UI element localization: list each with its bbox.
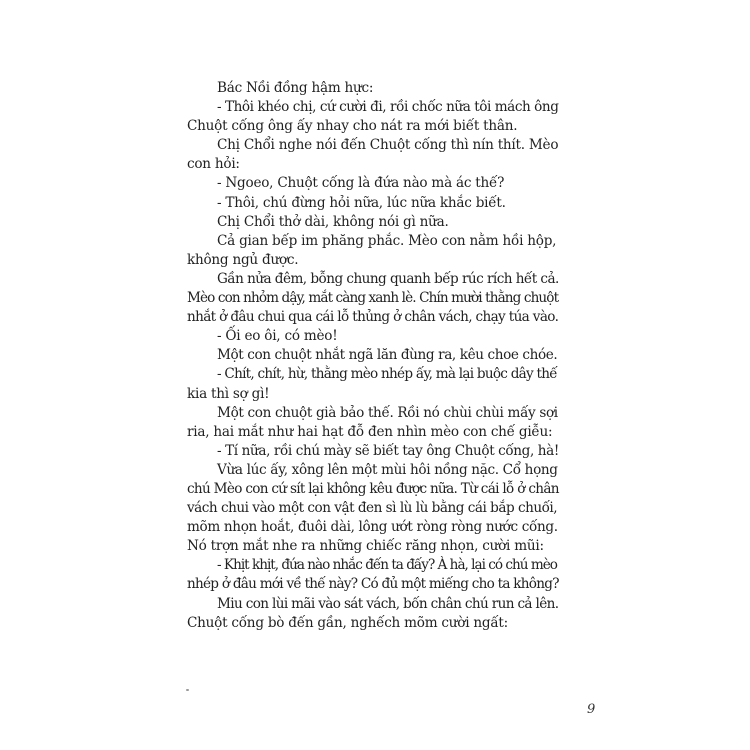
- text-line: Miu con lùi mãi vào sát vách, bốn chân chú run cả lên.: [217, 595, 559, 612]
- text-line: Cả gian bếp im phăng phắc. Mèo con nằm hồi hộp,: [217, 232, 557, 249]
- text-line: kia thì sợ gì!: [187, 385, 270, 402]
- body-text: [187, 79, 559, 633]
- text-line: - Chít, chít, hừ, thằng mèo nhép ấy, mà lại buộc dây thế: [217, 366, 557, 383]
- text-line: - Thôi khéo chị, cứ cười đi, rồi chốc nữa tôi mách ông: [217, 99, 559, 116]
- text-line: mõm nhọn hoắt, đuôi dài, lông ướt ròng ròng nước cống.: [187, 519, 558, 536]
- text-line: - Tí nữa, rồi chú mày sẽ biết tay ông Chuột cống, hà!: [217, 442, 559, 459]
- page-number: 9: [587, 702, 596, 717]
- text-line: Mèo con nhỏm dậy, mắt càng xanh lè. Chín mười thằng chuột: [187, 290, 559, 307]
- text-line: chú Mèo con cứ sít lại không kêu được nữa. Từ cái lỗ ở chân: [187, 480, 559, 497]
- text-line: Vừa lúc ấy, xông lên một mùi hôi nồng nặc. Cổ họng: [217, 461, 558, 478]
- text-line: - Ối eo ôi, có mèo!: [217, 328, 338, 345]
- text-line: Chuột cống ông ấy nhay cho nát ra mới biết thân.: [187, 118, 518, 135]
- text-line: Chị Chổi nghe nói đến Chuột cống thì nín thít. Mèo: [217, 137, 559, 154]
- text-line: Một con chuột già bảo thế. Rồi nó chùi chùi mấy sợi: [217, 404, 558, 421]
- text-line: không ngủ được.: [187, 251, 299, 268]
- text-line: - Ngoeo, Chuột cống là đứa nào mà ác thế?: [217, 175, 505, 192]
- text-line: Chị Chổi thở dài, không nói gì nữa.: [217, 213, 449, 230]
- text-line: Nó trợn mắt nhe ra những chiếc răng nhọn, cười mũi:: [187, 538, 544, 555]
- print-speck: [186, 689, 189, 691]
- text-line: con hỏi:: [187, 156, 240, 173]
- text-line: Gần nửa đêm, bỗng chung quanh bếp rúc rích hết cả.: [217, 270, 559, 287]
- text-line: nhép ở đâu mới về thế này? Có đủ một miếng cho ta không?: [187, 576, 559, 593]
- text-line: Chuột cống bò đến gần, nghếch mõm cười ngất:: [187, 614, 508, 631]
- text-line: - Khịt khịt, đứa nào nhắc đến ta đấy? À hà, lại có chú mèo: [217, 557, 557, 574]
- text-line: Bác Nồi đồng hậm hực:: [217, 80, 374, 96]
- text-line: ria, hai mắt như hai hạt đỗ đen nhìn mèo con chế giễu:: [187, 423, 553, 440]
- text-line: nhắt ở đâu chui qua cái lỗ thủng ở chân vách, chạy túa vào.: [187, 309, 559, 326]
- text-line: vách chui vào một con vật đen sì lù lù bằng cái bắp chuối,: [187, 500, 558, 517]
- text-line: - Thôi, chú đừng hỏi nữa, lúc nữa khắc biết.: [217, 194, 506, 211]
- text-line: Một con chuột nhắt ngã lăn đùng ra, kêu choe chóe.: [217, 347, 558, 364]
